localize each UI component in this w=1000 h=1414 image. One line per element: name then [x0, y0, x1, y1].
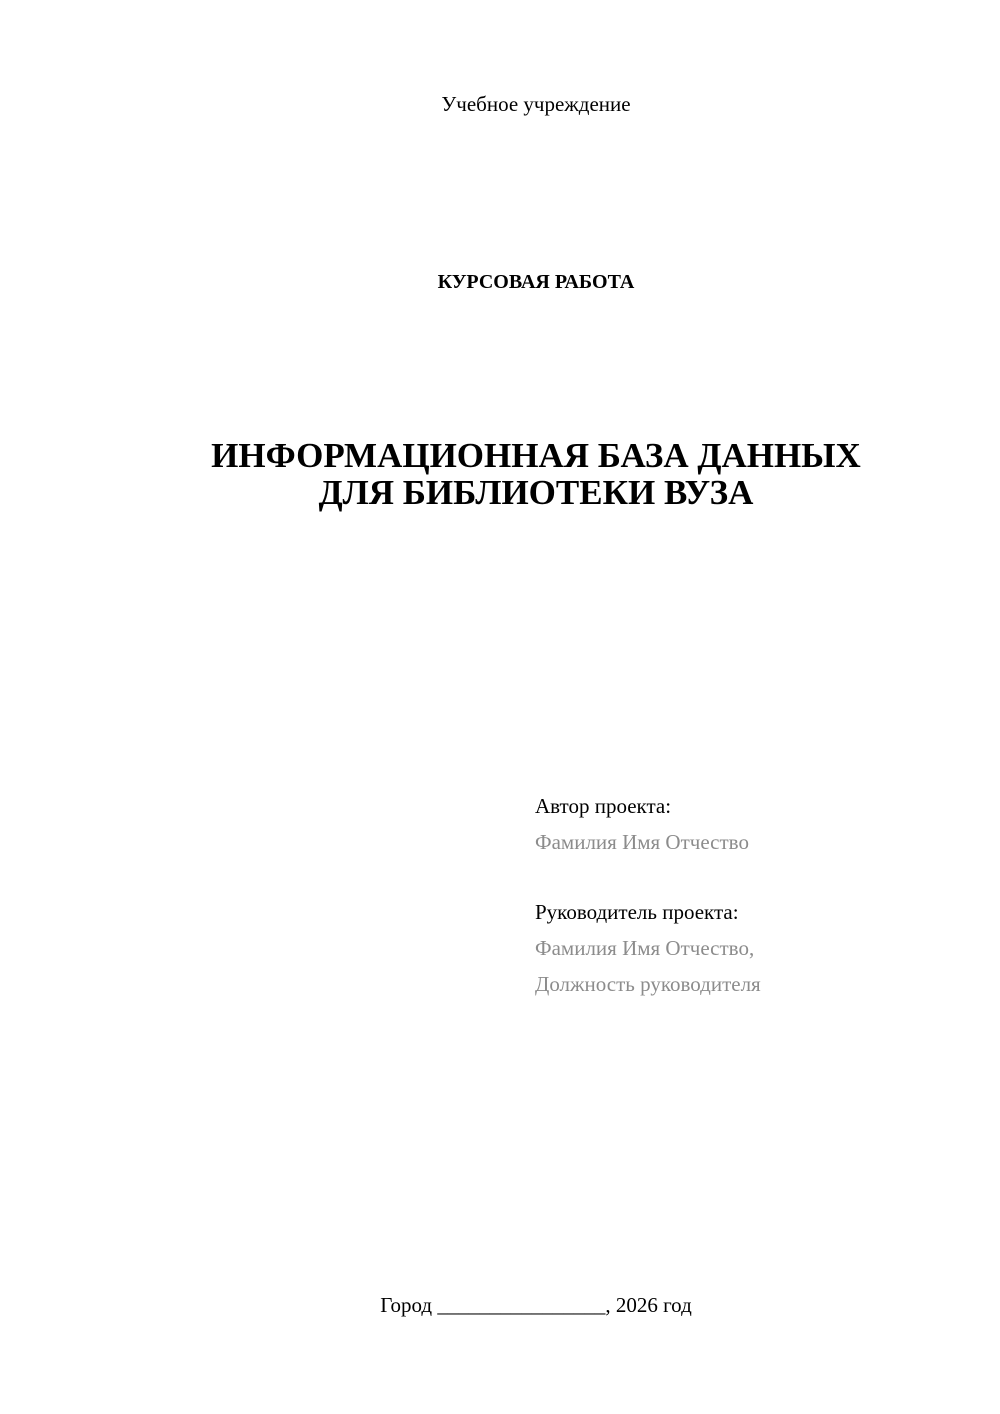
document-type: КУРСОВАЯ РАБОТА — [437, 271, 635, 293]
supervisor-label: Руководитель проекта: — [535, 900, 739, 924]
credits-spacer — [535, 860, 975, 894]
author-name: Фамилия Имя Отчество — [535, 830, 749, 854]
document-title-line-2: ДЛЯ БИБЛИОТЕКИ ВУЗА — [318, 473, 754, 512]
author-label: Автор проекта: — [535, 794, 672, 818]
document-title — [0, 437, 1000, 511]
supervisor-name: Фамилия Имя Отчество, — [535, 936, 755, 960]
supervisor-position: Должность руководителя — [535, 972, 761, 996]
city-year-line: Город ________________, 2026 год — [380, 1293, 692, 1317]
credits-block — [535, 788, 975, 1002]
institution-name: Учебное учреждение — [441, 92, 631, 116]
document-title-line-1: ИНФОРМАЦИОННАЯ БАЗА ДАННЫХ — [211, 436, 861, 475]
